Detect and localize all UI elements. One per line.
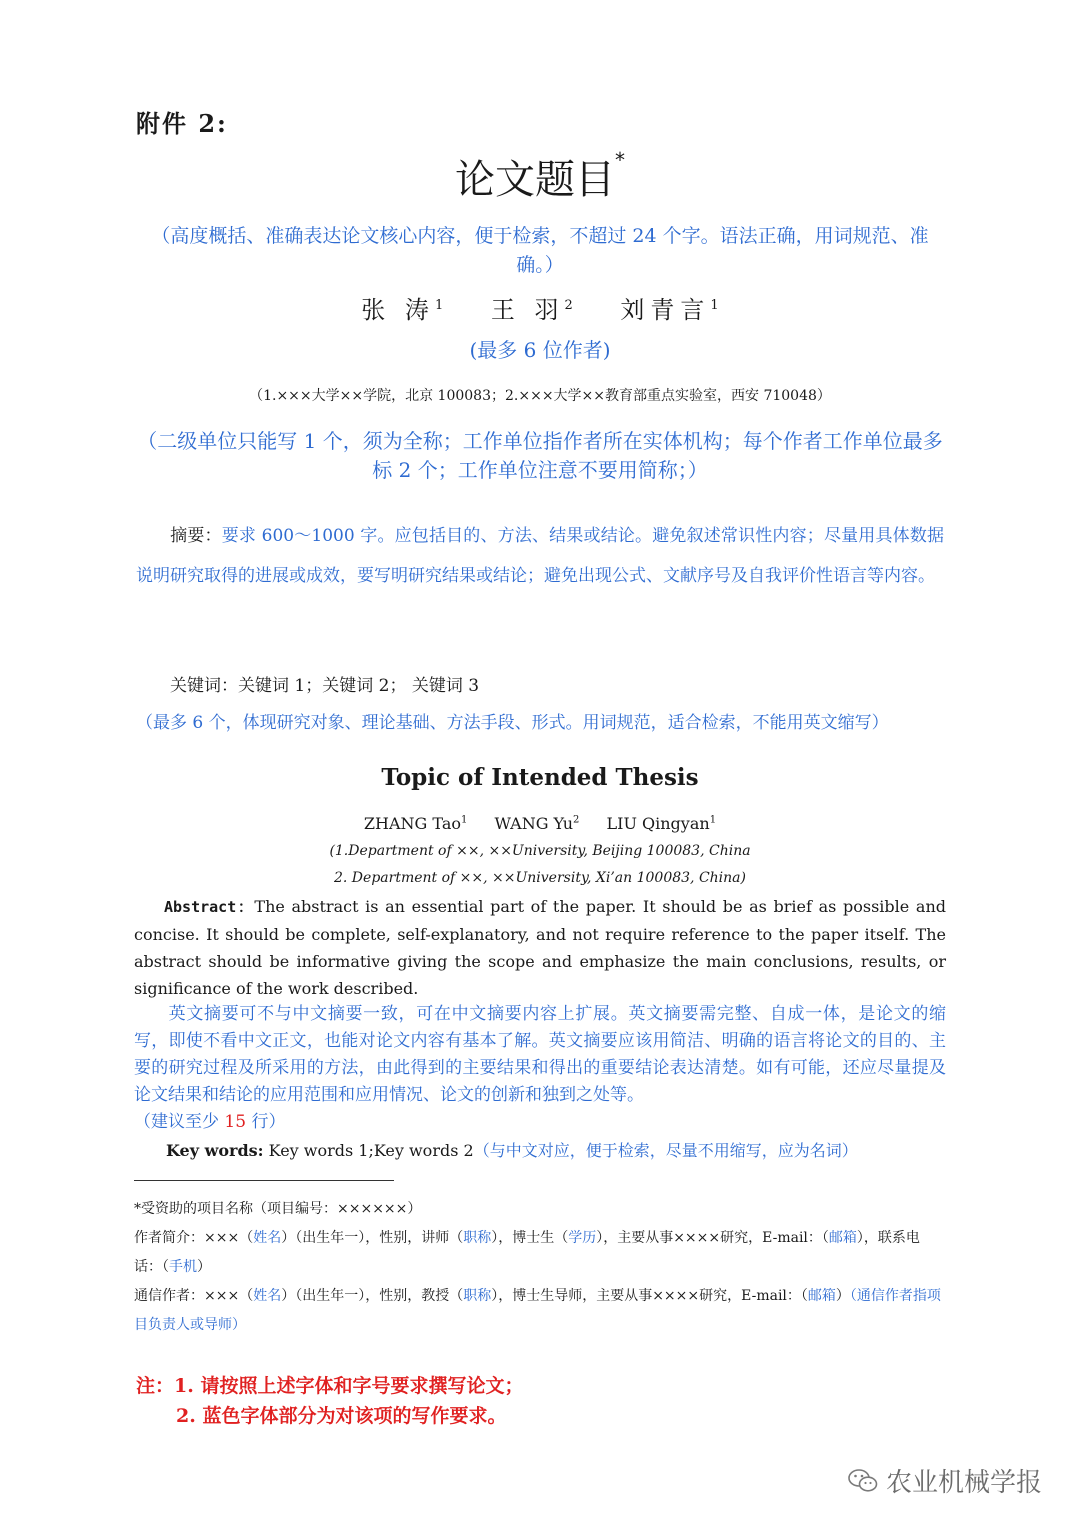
suggest-line-count: 15 bbox=[224, 1112, 247, 1132]
bio-text: ），主要从事××××研究，E-mail：（ bbox=[596, 1230, 829, 1246]
author-name: 张 涛 bbox=[361, 296, 435, 324]
attachment-label: 附件 2: bbox=[136, 109, 228, 138]
footnote-author-bio bbox=[134, 1224, 946, 1282]
corr-text: ） bbox=[835, 1288, 850, 1304]
watermark-text: 农业机械学报 bbox=[886, 1468, 1043, 1498]
footnote-corresponding bbox=[134, 1282, 946, 1340]
corr-field-title: 职称 bbox=[463, 1288, 492, 1304]
author-affil-mark: 1 bbox=[461, 814, 468, 826]
corr-text: ×××（ bbox=[204, 1288, 254, 1304]
paper-title-cn bbox=[0, 148, 1080, 205]
author-instruction: (最多 6 位作者) bbox=[469, 338, 611, 362]
affiliation-cn: （1.×××大学××学院，北京 100083；2.×××大学××教育部重点实验室，西安 710048） bbox=[249, 388, 831, 404]
affiliation-en-1: (1.Department of ××, ××University, Beijing 100083, China bbox=[329, 843, 751, 859]
abstract-cn-label: 摘要： bbox=[170, 526, 222, 546]
note-line-1: 注：1. 请按照上述字体和字号要求撰写论文； bbox=[136, 1375, 524, 1397]
author-name: 王 羽 bbox=[490, 296, 565, 324]
footnote-divider bbox=[134, 1180, 394, 1181]
affiliation-en-2: 2. Department of ××, ××University, Xi’an 100083, China) bbox=[334, 870, 746, 886]
title-footnote-mark: * bbox=[615, 148, 625, 172]
abstract-en-instruction bbox=[134, 1001, 946, 1136]
bio-text: ）（出生年一），性别，讲师（ bbox=[281, 1230, 464, 1246]
author-affil-mark: 1 bbox=[709, 814, 717, 826]
author-name-en: LIU Qingyan bbox=[606, 814, 710, 833]
author-affil-mark: 1 bbox=[710, 298, 719, 313]
abstract-en-label: Abstract： bbox=[164, 898, 255, 916]
bio-text: ），博士生（ bbox=[491, 1230, 569, 1246]
bio-field-phone: 手机 bbox=[169, 1259, 197, 1275]
bio-field-title: 职称 bbox=[463, 1230, 492, 1246]
author-affil-mark: 2 bbox=[573, 814, 580, 826]
abstract-en bbox=[134, 893, 946, 1002]
keywords-cn-label: 关键词： bbox=[170, 676, 238, 696]
abstract-cn bbox=[136, 516, 944, 596]
abstract-cn-text: 要求 600～1000 字。应包括目的、方法、结果或结论。避免叙述常识性内容；尽量用具体数据说明研究取得的进展或成效，要写明研究结果或结论；避免出现公式、文献序号及自我评价性语言等内容。 bbox=[136, 526, 944, 586]
author-name-en: ZHANG Tao bbox=[363, 814, 462, 833]
author-affil-mark: 2 bbox=[564, 298, 573, 313]
abstract-en-text: The abstract is an essential part of the paper. It should be as brief as possible and concise. It should be complete, self-explanatory, and not require reference to the paper itself. The abstract should be informative giving the scope and emphasize the main conclusions, results, or significance of the work described. bbox=[134, 897, 946, 998]
keywords-en bbox=[166, 1138, 956, 1161]
watermark bbox=[848, 1462, 1042, 1499]
author-list-en bbox=[0, 814, 1080, 833]
abstract-en-instruction-text: 英文摘要可不与中文摘要一致，可在中文摘要内容上扩展。英文摘要需完整、自成一体，是论文的缩写，即使不看中文正文，也能对论文内容有基本了解。英文摘要应该用简洁、明确的语言将论文的目的、主要的研究过程及所采用的方法，由此得到的主要结果和得出的重要结论表达清楚。如有可能，还应尽量提及论文结果和结论的应用范围和应用情况、论文的创新和独到之处等。 bbox=[134, 1004, 946, 1105]
author-affil-mark: 1 bbox=[434, 298, 444, 313]
keywords-en-text: Key words 1;Key words 2 bbox=[263, 1141, 474, 1160]
author-list-cn bbox=[0, 290, 1080, 325]
keywords-instruction: （最多 6 个，体现研究对象、理论基础、方法手段、形式。用词规范，适合检索，不能用英文缩写） bbox=[136, 713, 889, 733]
keywords-cn-text: 关键词 1；关键词 2； 关键词 3 bbox=[238, 676, 480, 696]
suggest-suffix: 行） bbox=[246, 1112, 286, 1132]
footnote-funding: *受资助的项目名称（项目编号：××××××） bbox=[134, 1201, 422, 1217]
author-bio-label: 作者简介： bbox=[134, 1230, 204, 1246]
corr-text: ），博士生导师，主要从事××××研究，E-mail：（ bbox=[491, 1288, 808, 1304]
note-line-2: 2. 蓝色字体部分为对该项的写作要求。 bbox=[176, 1405, 507, 1427]
keywords-cn bbox=[136, 666, 944, 706]
paper-title-en: Topic of Intended Thesis bbox=[381, 764, 699, 791]
bio-text: ），联系电话：（ bbox=[134, 1230, 920, 1275]
bio-field-email: 邮箱 bbox=[828, 1230, 857, 1246]
bio-field-degree: 学历 bbox=[568, 1230, 597, 1246]
corr-label: 通信作者： bbox=[134, 1288, 204, 1304]
keywords-en-instruction: （与中文对应，便于检索，尽量不用缩写，应为名词） bbox=[473, 1141, 858, 1160]
bio-field-name: 姓名 bbox=[253, 1230, 282, 1246]
bio-text: ×××（ bbox=[204, 1230, 254, 1246]
author-name-en: WANG Yu bbox=[494, 814, 574, 833]
keywords-en-label: Key words: bbox=[166, 1141, 264, 1160]
suggest-prefix: （建议至少 bbox=[134, 1112, 225, 1132]
affiliation-instruction: （二级单位只能写 1 个，须为全称；工作单位指作者所在实体机构；每个作者工作单位最多标 2 个；工作单位注意不要用简称；） bbox=[137, 429, 943, 482]
corr-field-name: 姓名 bbox=[253, 1288, 282, 1304]
corr-field-email: 邮箱 bbox=[807, 1288, 836, 1304]
corr-instruction: （通信作者指项目负责人或导师） bbox=[134, 1288, 941, 1333]
title-text: 论文题目 bbox=[455, 157, 615, 203]
title-instruction: （高度概括、准确表达论文核心内容，便于检索，不超过 24 个字。语法正确，用词规范、准确。） bbox=[151, 225, 929, 276]
wechat-icon bbox=[848, 1468, 878, 1494]
corr-text: ）（出生年一），性别，教授（ bbox=[281, 1288, 464, 1304]
bio-text: ） bbox=[197, 1259, 211, 1275]
author-name: 刘青言 bbox=[620, 296, 711, 324]
